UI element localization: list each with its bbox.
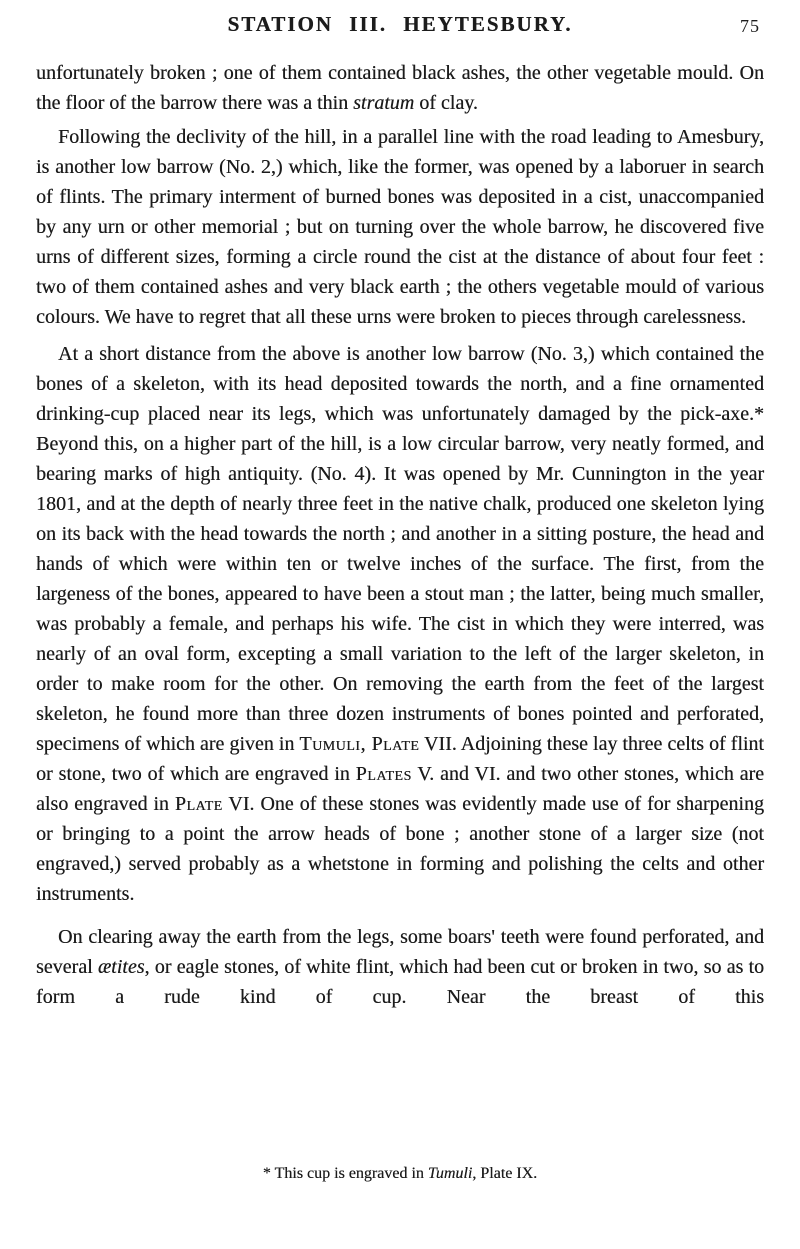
page-header bbox=[0, 12, 800, 44]
paragraph-text: unfortunately broken ; one of them contained black ashes, the other vegetable mould. On the floor of the barrow there was a thin bbox=[36, 62, 764, 114]
paragraph-text: VI. One of these stones was evidently made use of for sharpening or bringing to a point the arrow heads of bone ; another stone of a larger size (not engraved,) served probably as a whetstone in forming and polishing the celts and other instruments. bbox=[36, 793, 764, 905]
paragraph-text: V. and VI. and two other stones, which are also engraved in bbox=[36, 763, 764, 815]
running-head: STATION III. HEYTESBURY. bbox=[227, 12, 573, 36]
smallcaps-reference: Plates bbox=[355, 763, 412, 785]
italic-term: stratum bbox=[353, 92, 415, 114]
smallcaps-reference: Tumuli, Plate bbox=[299, 733, 420, 755]
paragraph-text: VII. Adjoining these lay three celts of flint or stone, two of which are engraved in bbox=[36, 733, 764, 785]
paragraph-text: On clearing away the earth from the legs, some boars' teeth were found perforated, and several bbox=[36, 926, 764, 978]
paragraph-text: , or eagle stones, of white flint, which had been cut or broken in two, so as to form a rude kind of cup. Near the breast of this bbox=[36, 956, 764, 1008]
footnote bbox=[0, 1165, 800, 1183]
paragraph-text: of clay. bbox=[414, 92, 478, 114]
paragraph-4 bbox=[36, 922, 764, 1012]
footnote-text: , Plate IX. bbox=[472, 1165, 538, 1182]
paragraph-1 bbox=[36, 58, 764, 118]
page-body bbox=[36, 58, 764, 1012]
page-number: 75 bbox=[740, 16, 760, 36]
paragraph-3 bbox=[36, 339, 764, 909]
paragraph-text: At a short distance from the above is another low barrow (No. 3,) which contained the bones of a skeleton, with its head deposited towards the north, and a fine ornamented drinking-cup placed near its legs, which was unfortunately damaged by the pick-axe.* Beyond this, on a higher part of the hill, is a low circular barrow, very neatly formed, and bearing marks of high antiquity. (No. 4). It was opened by Mr. Cunnington in the year 1801, and at the depth of nearly three feet in the native chalk, produced one skeleton lying on its back with the head towards the north ; and another in a sitting posture, the head and hands of which were within ten or twelve inches of the surface. The first, from the largeness of the bones, appeared to have been a stout man ; the latter, being much smaller, was probably a female, and perhaps his wife. The cist in which they were interred, was nearly of an oval form, excepting a small variation to the left of the larger skeleton, in order to make room for the other. On removing the earth from the feet of the largest skeleton, he found more than three dozen instruments of bones pointed and perforated, specimens of which are given in bbox=[36, 343, 764, 755]
paragraph-2 bbox=[36, 122, 764, 332]
paragraph-text: Following the declivity of the hill, in a parallel line with the road leading to Amesbury, is another low barrow (No. 2,) which, like the former, was opened by a laboruer in search of flints. The primary interment of burned bones was deposited in a cist, unaccompanied by any urn or other memorial ; but on turning over the whole barrow, he discovered five urns of different sizes, forming a circle round the cist at the distance of about four feet : two of them contained ashes and very black earth ; the others vegetable mould of various colours. We have to regret that all these urns were broken to pieces through carelessness. bbox=[36, 126, 764, 328]
italic-term: Tumuli bbox=[427, 1165, 473, 1182]
smallcaps-reference: Plate bbox=[174, 793, 223, 815]
italic-term: ætites bbox=[97, 956, 145, 978]
footnote-text: * This cup is engraved in bbox=[262, 1165, 428, 1182]
